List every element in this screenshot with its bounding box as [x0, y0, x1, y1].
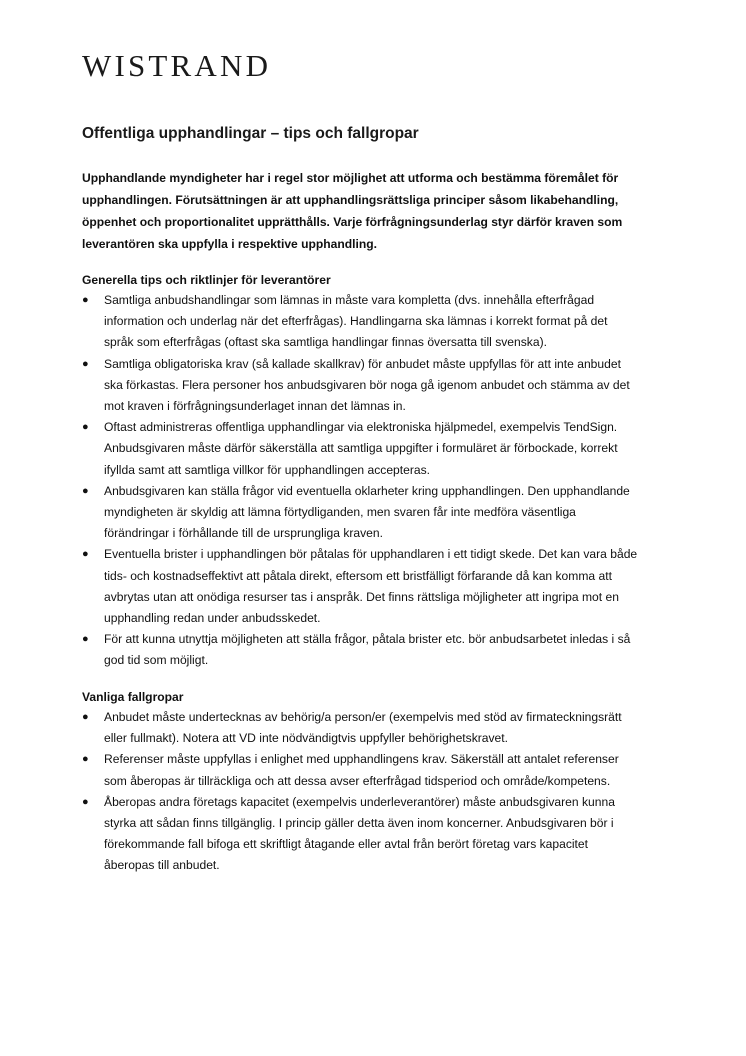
list-item-line: Eventuella brister i upphandlingen bör påtalas för upphandlaren i ett tidigt skede. Det kan vara både — [104, 547, 638, 562]
list-item-line: information och underlag när det efterfrågas). Handlingarna ska lämnas i korrekt format på det — [104, 314, 608, 329]
bullet-icon: ● — [82, 484, 89, 497]
list-item-line: För att kunna utnyttja möjligheten att ställa frågor, påtala brister etc. bör anbudsarbetet inledas i så — [104, 632, 631, 647]
lead-line: Upphandlande myndigheter har i regel stor möjlighet att utforma och bestämma föremålet för — [82, 171, 619, 185]
list-item — [82, 629, 702, 671]
list-item-line: styrka att sådan finns tillgänglig. I princip gäller detta även inom koncerner. Anbudsgivaren bör i — [104, 816, 614, 831]
list-item — [82, 417, 702, 481]
lead-line: leverantören ska uppfylla i respektive upphandling. — [82, 237, 378, 251]
bullet-icon: ● — [82, 795, 89, 808]
list-item-line: som åberopas är tillräckliga och att dessa avser efterfrågad tidsperiod och område/kompetens. — [104, 773, 611, 788]
list-item — [82, 290, 702, 354]
list-item — [82, 354, 702, 418]
common-pitfalls-list — [82, 707, 702, 877]
list-item-line: myndigheten är skyldig att lämna förtydliganden, men svaren får inte medföra väsentliga — [104, 505, 576, 520]
list-item-line: upphandling redan under anbudsskedet. — [104, 611, 321, 626]
list-item — [82, 792, 702, 877]
general-tips-list — [82, 290, 702, 672]
list-item — [82, 544, 702, 629]
lead-line: öppenhet och proportionalitet upprätthålls. Varje förfrågningsunderlag styr därför kraven som — [82, 215, 623, 229]
list-item-line: ifyllda samt att samtliga villkor för upphandlingen accepteras. — [104, 462, 431, 477]
list-item-line: åberopas till anbudet. — [104, 858, 220, 873]
list-item-line: Åberopas andra företags kapacitet (exempelvis underleverantörer) måste anbudsgivaren kunna — [104, 794, 615, 809]
list-item-line: eller fullmakt). Notera att VD inte nödvändigtvis uppfyller behörighetskravet. — [104, 731, 508, 746]
list-item-line: ska förkastas. Flera personer hos anbudsgivaren bör noga gå igenom anbudet och stämma av det — [104, 377, 630, 392]
list-item — [82, 481, 702, 545]
list-item-line: språk som efterfrågas (oftast ska samtliga handlingar finnas översatta till svenska). — [104, 335, 547, 350]
list-item-line: Oftast administreras offentliga upphandlingar via elektroniska hjälpmedel, exempelvis TendSign. — [104, 420, 618, 435]
document-title: Offentliga upphandlingar – tips och fallgropar — [82, 125, 419, 142]
company-logo: WISTRAND — [82, 48, 272, 83]
section-heading-common-pitfalls: Vanliga fallgropar — [82, 690, 184, 704]
list-item-line: förändringar i förhållande till de ursprungliga kraven. — [104, 526, 383, 541]
list-item-line: Anbudsgivaren måste därför säkerställa att samtliga uppgifter i formuläret är förbockade, korrekt — [104, 441, 618, 456]
list-item-line: tids- och kostnadseffektivt att påtala direkt, eftersom ett bristfälligt förfarande då kan komma att — [104, 568, 612, 583]
list-item — [82, 707, 702, 749]
list-item — [82, 749, 702, 791]
lead-paragraph — [82, 167, 672, 255]
list-item-line: Anbudet måste undertecknas av behörig/a person/er (exempelvis med stöd av firmateckningsrätt — [104, 710, 622, 724]
list-item-line: Samtliga obligatoriska krav (så kallade skallkrav) för anbudet måste uppfyllas för att inte anbudet — [104, 356, 621, 371]
lead-line: upphandlingen. Förutsättningen är att upphandlingsrättsliga principer såsom likabehandling, — [82, 193, 619, 207]
bullet-icon: ● — [82, 711, 89, 723]
section-heading-general-tips: Generella tips och riktlinjer för leverantörer — [82, 273, 331, 287]
bullet-icon: ● — [82, 294, 89, 306]
list-item-line: mot kraven i förfrågningsunderlaget innan det lämnas in. — [104, 399, 406, 414]
list-item-line: Anbudsgivaren kan ställa frågor vid eventuella oklarheter kring upphandlingen. Den upphandlande — [104, 483, 630, 498]
bullet-icon: ● — [82, 753, 89, 766]
list-item-line: Referenser måste uppfyllas i enlighet med upphandlingens krav. Säkerställ att antalet referenser — [104, 752, 619, 767]
bullet-icon: ● — [82, 633, 89, 646]
list-item-line: avbrytas utan att onödiga resurser tas i anspråk. Det finns rättsliga möjligheter att ingripa mot en — [104, 589, 619, 604]
bullet-icon: ● — [82, 548, 89, 561]
bullet-icon: ● — [82, 357, 89, 370]
list-item-line: god tid som möjligt. — [104, 653, 209, 668]
bullet-icon: ● — [82, 421, 89, 434]
list-item-line: förekommande fall bifoga ett skriftligt åtagande eller avtal från berört företag vars kapacitet — [104, 837, 589, 852]
list-item-line: Samtliga anbudshandlingar som lämnas in måste vara kompletta (dvs. innehålla efterfrågad — [104, 293, 595, 307]
